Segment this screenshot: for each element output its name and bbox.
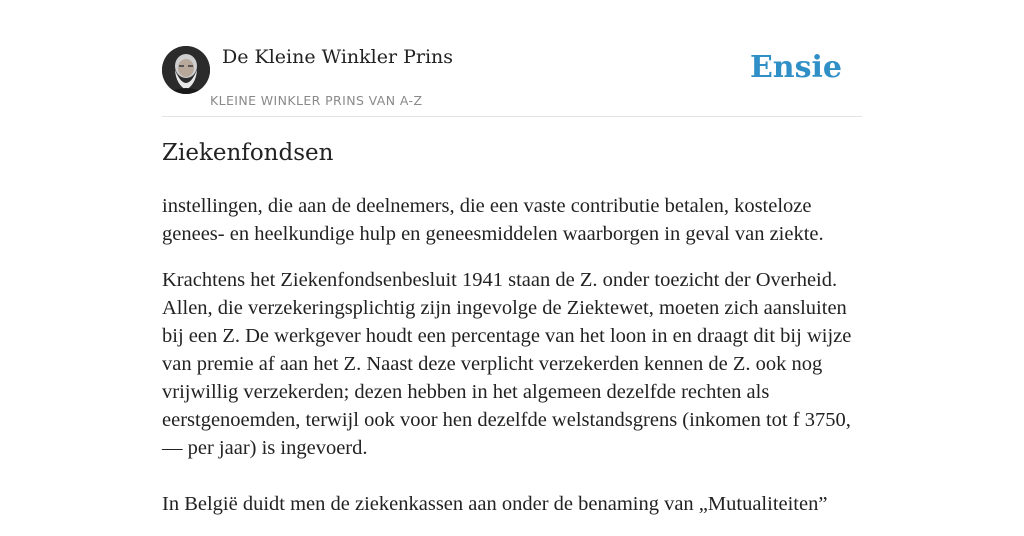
brand-logo[interactable]: Ensie: [749, 50, 842, 85]
source-subtitle[interactable]: KLEINE WINKLER PRINS VAN A-Z: [210, 93, 423, 108]
avatar[interactable]: [162, 46, 210, 94]
source-name[interactable]: De Kleine Winkler Prins: [222, 46, 454, 68]
page-header: [162, 0, 862, 117]
article-paragraph: In België duidt men de ziekenkassen aan onder de benaming van „Mutualiteiten”: [162, 493, 828, 515]
author-portrait-icon: [162, 46, 210, 94]
article-body: [162, 192, 862, 536]
page-container: [162, 0, 862, 515]
article-paragraph: Krachtens het Ziekenfondsenbesluit 1941 staan de Z. onder toezicht der Overheid. Allen, die verzekeringsplichtig zijn ingevolge de Ziektewet, moeten zich aansluiten bij een Z. De werkgever houdt een percentage van het loon in en draagt dit bij wijze van premie af aan het Z. Naast deze verplicht verzekerden kennen de Z. ook nog vrijwillig verzekerden; dezen hebben in het algemeen dezelfde rechten als eerstgenoemden, terwijl ook voor hen dezelfde welstandsgrens (inkomen tot f 3750,— per jaar) is ingevoerd.: [162, 269, 852, 459]
page-title: Ziekenfondsen: [162, 140, 334, 166]
article-paragraph: instellingen, die aan de deelnemers, die een vaste contributie betalen, kosteloze genees- en heelkundige hulp en geneesmiddelen waarborgen in geval van ziekte.: [162, 195, 824, 245]
